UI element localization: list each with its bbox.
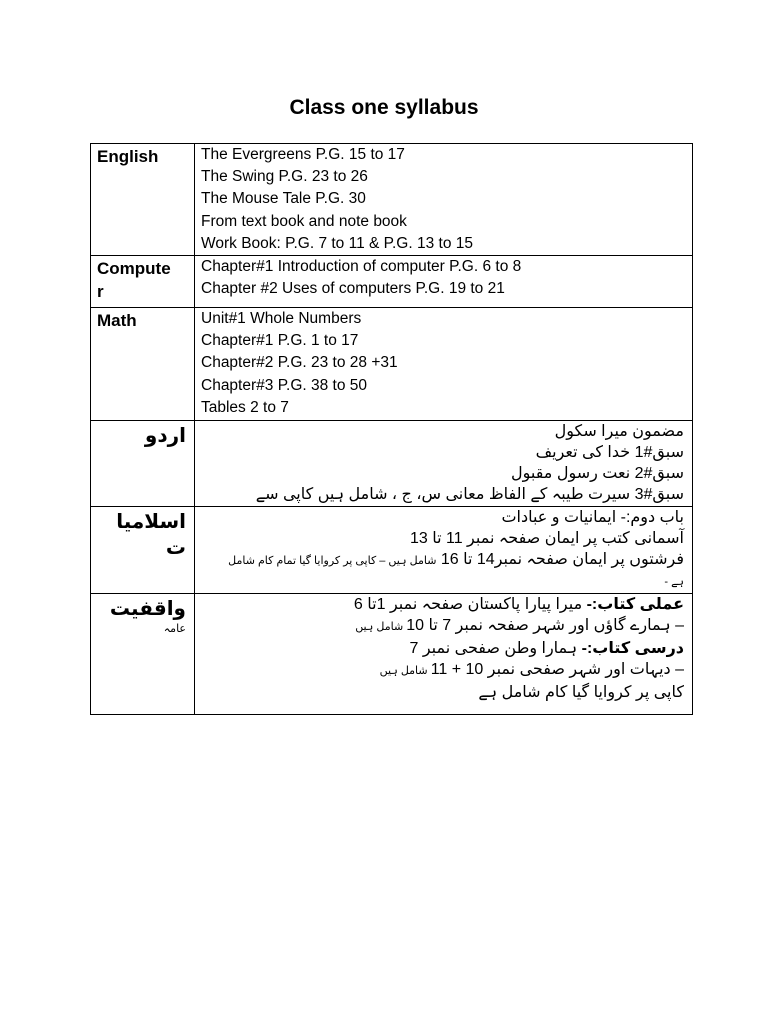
content-line: سبق#3 سیرت طیبہ کے الفاظ معانی س، ج ، شامل ہیں کاپی سے bbox=[255, 486, 684, 504]
content-line: آسمانی کتب پر ایمان صفحہ نمبر 11 تا 13 bbox=[409, 530, 684, 548]
subject-cell-islamiat bbox=[91, 507, 195, 594]
table-row-math bbox=[91, 308, 693, 421]
subject-label-sub: عامہ bbox=[163, 623, 186, 636]
content-line: Chapter#2 P.G. 23 to 28 +31 bbox=[201, 354, 398, 372]
content-cell-waqfiyat bbox=[195, 594, 693, 715]
book-label: درسی کتاب:- bbox=[581, 640, 684, 658]
content-line: Chapter #2 Uses of computers P.G. 19 to 21 bbox=[201, 280, 505, 298]
page-title: Class one syllabus bbox=[289, 96, 479, 119]
content-text: میرا پیارا پاکستان صفحہ نمبر 1تا 6 bbox=[353, 596, 587, 614]
content-line: Unit#1 Whole Numbers bbox=[201, 310, 362, 328]
subject-cell-math: Math bbox=[91, 308, 195, 421]
content-line bbox=[201, 549, 684, 572]
content-line: The Swing P.G. 23 to 26 bbox=[201, 168, 368, 186]
subject-cell-english: English bbox=[91, 144, 195, 256]
content-line: Chapter#1 P.G. 1 to 17 bbox=[201, 332, 359, 350]
content-line bbox=[201, 615, 684, 638]
content-line: The Evergreens P.G. 15 to 17 bbox=[201, 146, 405, 163]
content-line bbox=[201, 594, 684, 615]
content-line: Chapter#1 Introduction of computer P.G. 6 to 8 bbox=[201, 258, 522, 276]
table-row-urdu bbox=[91, 421, 693, 507]
table-row-islamiat bbox=[91, 507, 693, 594]
subject-cell-computer bbox=[91, 256, 195, 308]
content-line bbox=[201, 638, 684, 659]
content-cell-math bbox=[195, 308, 693, 421]
content-note: شامل ہیں bbox=[379, 665, 431, 678]
content-line: From text book and note book bbox=[201, 212, 407, 230]
subject-cell-urdu: اردو bbox=[91, 421, 195, 507]
table-row-english bbox=[91, 144, 693, 256]
content-cell-computer bbox=[195, 256, 693, 308]
content-text: – ہمارے گاؤں اور شہر صفحہ نمبر 7 تا 10 bbox=[406, 617, 684, 635]
subject-cell-waqfiyat bbox=[91, 594, 195, 715]
content-line: مضمون میرا سکول bbox=[554, 423, 684, 441]
content-text: – دیہات اور شہر صفحی نمبر 10 + 11 bbox=[430, 661, 684, 679]
content-text: فرشتوں پر ایمان صفحہ نمبر14 تا 16 bbox=[440, 551, 684, 569]
content-line: Chapter#3 P.G. 38 to 50 bbox=[201, 376, 368, 394]
subject-label-part: ت bbox=[165, 537, 186, 560]
content-note: شامل ہیں – کاپی پر کروایا گیا تمام کام شامل bbox=[228, 555, 437, 568]
book-label: عملی کتاب:- bbox=[586, 596, 684, 614]
content-line: The Mouse Tale P.G. 30 bbox=[201, 190, 366, 208]
subject-label-part: r bbox=[97, 282, 104, 302]
content-note: ہے - bbox=[664, 576, 684, 589]
subject-label-part: اسلامیا bbox=[116, 511, 186, 534]
content-line: باب دوم:- ایمانیات و عبادات bbox=[501, 509, 684, 527]
content-cell-english bbox=[195, 144, 693, 256]
content-note: شامل ہیں bbox=[355, 621, 407, 634]
content-text: ہمارا وطن صفحی نمبر 7 bbox=[409, 640, 582, 658]
content-line: سبق#1 خدا کی تعریف bbox=[535, 444, 684, 462]
table-row-computer bbox=[91, 256, 693, 308]
content-line: کاپی پر کروایا گیا کام شامل ہے bbox=[478, 684, 684, 702]
content-cell-urdu bbox=[195, 421, 693, 507]
content-line: سبق#2 نعت رسول مقبول bbox=[510, 465, 684, 483]
content-line: Tables 2 to 7 bbox=[201, 398, 289, 416]
content-line bbox=[201, 659, 684, 682]
syllabus-table bbox=[90, 143, 693, 715]
table-row-waqfiyat bbox=[91, 594, 693, 715]
subject-label-part: Compute bbox=[97, 259, 171, 279]
content-line: Work Book: P.G. 7 to 11 & P.G. 13 to 15 bbox=[201, 234, 473, 252]
subject-label-part: واقفیت bbox=[109, 598, 186, 621]
content-cell-islamiat bbox=[195, 507, 693, 594]
